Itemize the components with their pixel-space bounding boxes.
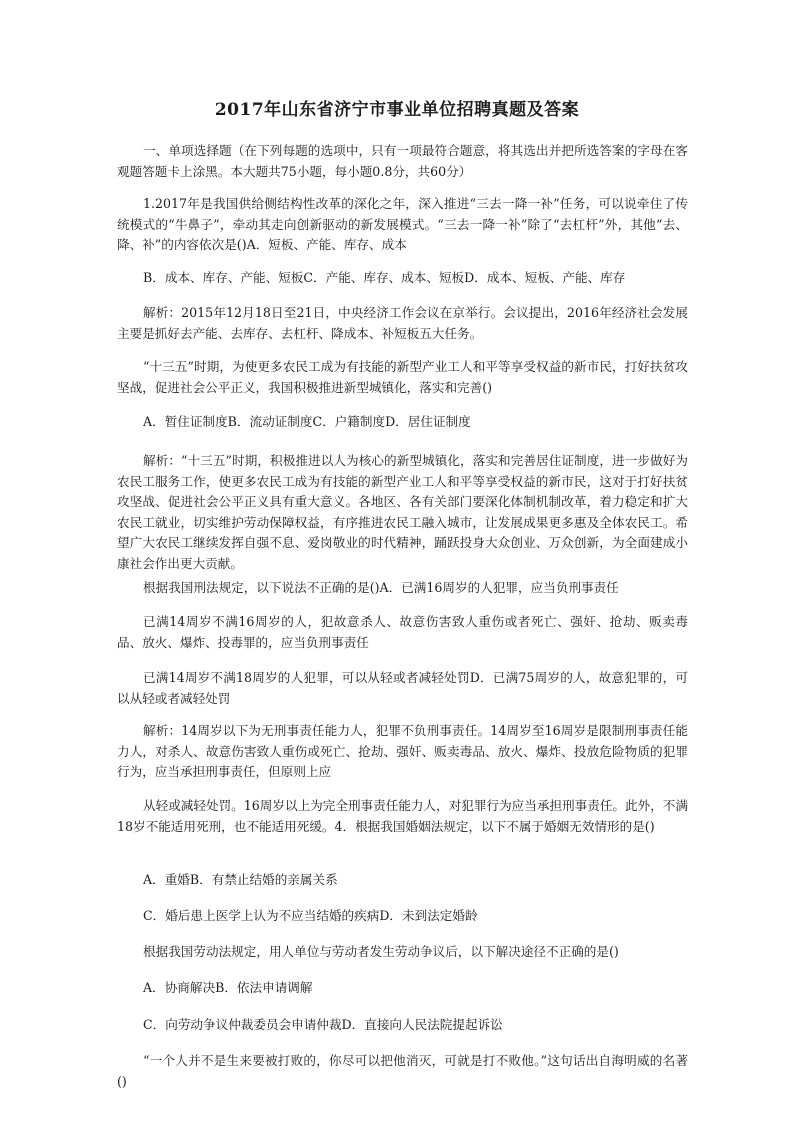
question-4-options-cd: C．婚后患上医学上认为不应当结婚的疾病D．未到法定婚龄 [143,908,478,923]
question-2: “十三五”时期，为使更多农民工成为有技能的新型产业工人和平等享受权益的新市民，打好扶贫攻坚战，促进社会公平正义，我国积极推进新型城镇化，落实和完善() [117,359,688,395]
question-2-analysis: 解析：“十三五”时期，积极推进以人为核心的新型城镇化，落实和完善居住证制度，进一步做好为农民工服务工作，使更多农民工成为有技能的新型产业工人和平等享受权益的新市民，这对于打好扶贫攻坚战、促进社会公平正义具有重大意义。各地区、各有关部门要深化体制机制改革，着力稳定和扩大农民工就业，切实维护劳动保障权益，有序推进农民工融入城市，让发展成果更多惠及全体农民工。希望广大农民工继续发挥自强不息、爱岗敬业的时代精神，踊跃投身大众创业、万众创新，为全面建成小康社会作出更大贡献。 [117,453,688,571]
question-3: 根据我国刑法规定，以下说法不正确的是()A．已满16周岁的人犯罪，应当负刑事责任 [143,580,619,595]
question-3-analysis-cont: 从轻或减轻处罚。16周岁以上为完全刑事责任能力人，对犯罪行为应当承担刑事责任。此外，不满18岁不能适用死刑，也不能适用死缓。4．根据我国婚姻法规定，以下不属于婚姻无效情形的是() [117,798,688,834]
question-5-options-cd: C．向劳动争议仲裁委员会申请仲裁D．直接向人民法院提起诉讼 [143,1017,503,1032]
question-5: 根据我国劳动法规定，用人单位与劳动者发生劳动争议后，以下解决途径不正确的是() [143,944,619,959]
section-heading: 一、单项选择题（在下列每题的选项中，只有一项最符合题意，将其选出并把所选答案的字母在客观题答题卡上涂黑。本大题共75小题，每小题0.8分，共60分） [117,143,688,179]
question-2-options: A．暂住证制度B．流动证制度C．户籍制度D．居住证制度 [143,414,471,429]
question-1-options: B．成本、库存、产能、短板C．产能、库存、成本、短板D．成本、短板、产能、库存 [143,270,626,285]
question-1: 1.2017年是我国供给侧结构性改革的深化之年，深入推进“三去一降一补”任务，可以说牵住了传统模式的“牛鼻子”，牵动其走向创新驱动的新发展模式。“三去一降一补”除了“去杠杆”外，其他“去、降、补”的内容依次是()A．短板、产能、库存、成本 [117,196,688,252]
question-6: “一个人并不是生来要被打败的，你尽可以把他消灭，可就是打不败他。”这句话出自海明威的名著() [117,1053,688,1089]
question-3-option-b: 已满14周岁不满16周岁的人，犯故意杀人、故意伤害致人重伤或者死亡、强奸、抢劫、贩卖毒品、放火、爆炸、投毒罪的，应当负刑事责任 [117,614,688,650]
document-title: 2017年山东省济宁市事业单位招聘真题及答案 [214,100,580,120]
question-3-option-cd: 已满14周岁不满18周岁的人犯罪，可以从轻或者减轻处罚D．已满75周岁的人，故意犯罪的，可以从轻或者减轻处罚 [117,670,688,706]
question-5-options-ab: A．协商解决B．依法申请调解 [143,980,313,995]
question-3-analysis: 解析：14周岁以下为无刑事责任能力人，犯罪不负刑事责任。14周岁至16周岁是限制刑事责任能力人，对杀人、故意伤害致人重伤或死亡、抢劫、强奸、贩卖毒品、放火、爆炸、投放危险物质的犯罪行为，应当承担刑事责任，但原则上应 [117,723,688,779]
question-4-options-ab: A．重婚B．有禁止结婚的亲属关系 [143,872,338,887]
question-1-analysis: 解析：2015年12月18日至21日，中央经济工作会议在京举行。会议提出，2016年经济社会发展主要是抓好去产能、去库存、去杠杆、降成本、补短板五大任务。 [117,305,688,341]
